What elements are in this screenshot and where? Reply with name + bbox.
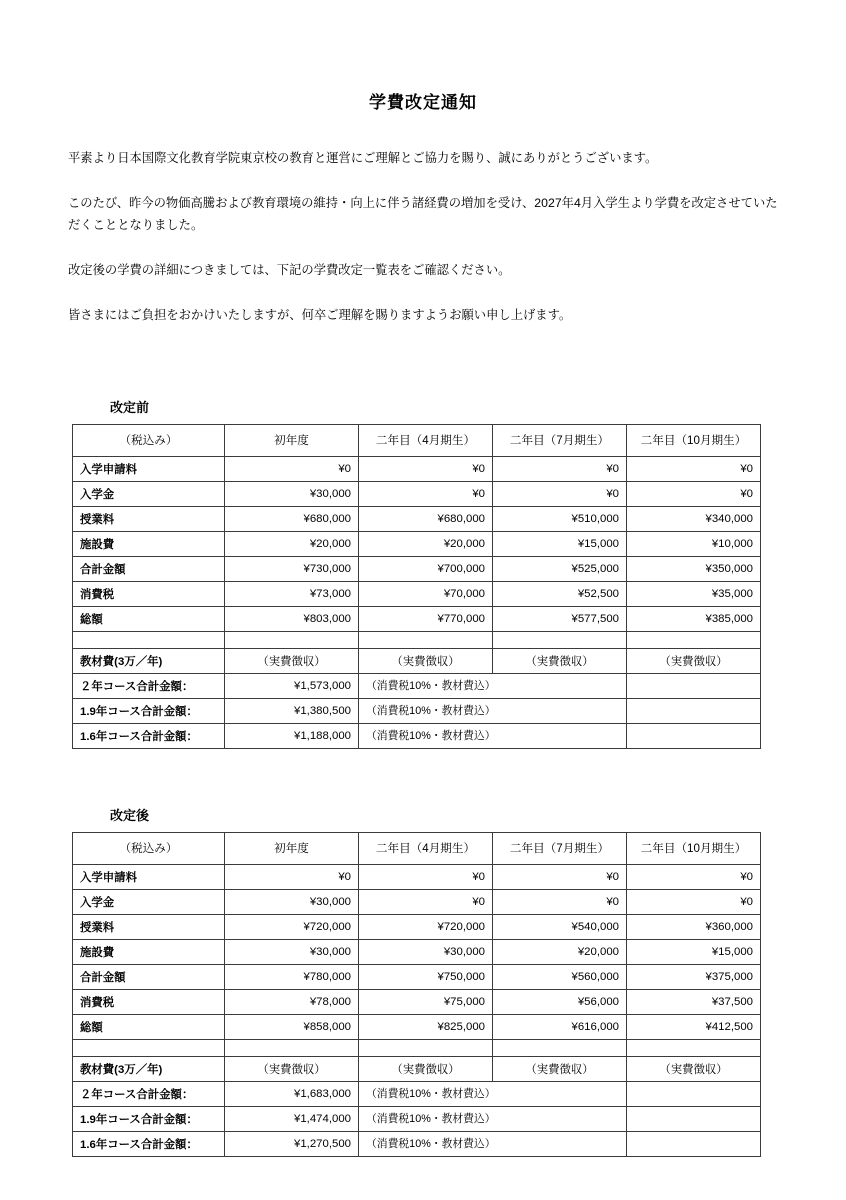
cell-value: ¥30,000: [359, 939, 493, 964]
cell-value: ¥780,000: [225, 964, 359, 989]
cell-empty: [627, 1131, 761, 1156]
cell-empty: [493, 631, 627, 648]
cell-empty: [73, 631, 225, 648]
row-label: 教材費(3万／年): [73, 648, 225, 673]
cell-value: ¥720,000: [359, 914, 493, 939]
table-spacer-row: [73, 631, 761, 648]
cell-value: ¥37,500: [627, 989, 761, 1014]
after-table-wrapper: [68, 832, 778, 1157]
cell-value: ¥680,000: [225, 506, 359, 531]
col-header: 初年度: [225, 832, 359, 864]
row-label: 入学申請料: [73, 456, 225, 481]
cell-value: ¥0: [493, 481, 627, 506]
cell-value: ¥858,000: [225, 1014, 359, 1039]
cell-note: （消費税10%・教材費込）: [359, 673, 627, 698]
table-row: [73, 914, 761, 939]
cell-value: ¥700,000: [359, 556, 493, 581]
intro-paragraph-1: 平素より日本国際文化教育学院東京校の教育と運営にご理解とご協力を賜り、誠にありがとうございます。: [68, 151, 658, 165]
cell-empty: [73, 1039, 225, 1056]
cell-value: ¥73,000: [225, 581, 359, 606]
fee-table-after: [72, 832, 761, 1157]
table-row: [73, 1081, 761, 1106]
table-row: [73, 1131, 761, 1156]
cell-value: ¥0: [225, 864, 359, 889]
row-label: 1.9年コース合計金額：: [73, 1106, 225, 1131]
row-label: 1.9年コース合計金額：: [73, 698, 225, 723]
row-label: 消費税: [73, 581, 225, 606]
cell-value: ¥525,000: [493, 556, 627, 581]
cell-value: ¥20,000: [359, 531, 493, 556]
cell-empty: [627, 698, 761, 723]
table-row: [73, 481, 761, 506]
spacer-between-tables: [68, 749, 778, 805]
cell-value: ¥0: [493, 456, 627, 481]
col-header: 二年目（7月期生）: [493, 832, 627, 864]
page-title: 学費改定通知: [369, 93, 477, 112]
cell-empty: [627, 1106, 761, 1131]
table-row: [73, 506, 761, 531]
cell-value: ¥15,000: [627, 939, 761, 964]
cell-empty: [627, 631, 761, 648]
table-row: [73, 964, 761, 989]
cell-value: ¥385,000: [627, 606, 761, 631]
cell-value: ¥1,270,500: [225, 1131, 359, 1156]
col-header: 二年目（4月期生）: [359, 832, 493, 864]
row-label: 合計金額: [73, 964, 225, 989]
cell-value: （実費徴収）: [627, 1056, 761, 1081]
intro-paragraph-2: このたび、昨今の物価高騰および教育環境の維持・向上に伴う諸経費の増加を受け、2027年4月入学生より学費を改定させていただくこととなりました。: [68, 195, 778, 233]
cell-value: ¥825,000: [359, 1014, 493, 1039]
cell-value: ¥803,000: [225, 606, 359, 631]
cell-value: ¥540,000: [493, 914, 627, 939]
cell-value: ¥0: [627, 889, 761, 914]
col-header: 二年目（10月期生）: [627, 424, 761, 456]
spacer-before-before-table: [68, 347, 778, 397]
table-header-row: [73, 424, 761, 456]
before-table-wrapper: [68, 424, 778, 749]
row-label: 合計金額: [73, 556, 225, 581]
cell-value: （実費徴収）: [493, 1056, 627, 1081]
table-row: [73, 1014, 761, 1039]
cell-value: ¥52,500: [493, 581, 627, 606]
cell-value: （実費徴収）: [359, 1056, 493, 1081]
cell-empty: [627, 1081, 761, 1106]
cell-note: （消費税10%・教材費込）: [359, 723, 627, 748]
cell-value: ¥0: [627, 864, 761, 889]
col-header: （税込み）: [73, 832, 225, 864]
cell-value: ¥15,000: [493, 531, 627, 556]
cell-value: ¥375,000: [627, 964, 761, 989]
cell-value: ¥0: [359, 481, 493, 506]
cell-value: ¥1,380,500: [225, 698, 359, 723]
cell-value: ¥0: [225, 456, 359, 481]
row-label: 施設費: [73, 939, 225, 964]
table-row: [73, 556, 761, 581]
table-header-row: [73, 832, 761, 864]
cell-value: ¥10,000: [627, 531, 761, 556]
cell-value: ¥340,000: [627, 506, 761, 531]
col-header: 二年目（10月期生）: [627, 832, 761, 864]
cell-value: ¥560,000: [493, 964, 627, 989]
cell-value: ¥56,000: [493, 989, 627, 1014]
cell-value: ¥0: [359, 864, 493, 889]
cell-value: ¥350,000: [627, 556, 761, 581]
cell-value: （実費徴収）: [225, 1056, 359, 1081]
cell-value: ¥70,000: [359, 581, 493, 606]
cell-value: （実費徴収）: [359, 648, 493, 673]
cell-value: （実費徴収）: [627, 648, 761, 673]
table-row: [73, 723, 761, 748]
col-header: 二年目（4月期生）: [359, 424, 493, 456]
table-row: [73, 673, 761, 698]
cell-value: ¥770,000: [359, 606, 493, 631]
fee-table-before: [72, 424, 761, 749]
table-row: [73, 1106, 761, 1131]
cell-empty: [359, 631, 493, 648]
cell-value: ¥0: [627, 481, 761, 506]
cell-value: ¥680,000: [359, 506, 493, 531]
after-table-label: 改定後: [110, 807, 150, 823]
row-label: 授業料: [73, 914, 225, 939]
cell-value: ¥30,000: [225, 889, 359, 914]
cell-empty: [627, 673, 761, 698]
cell-value: ¥20,000: [493, 939, 627, 964]
row-label: 総額: [73, 606, 225, 631]
cell-empty: [225, 1039, 359, 1056]
table-spacer-row: [73, 1039, 761, 1056]
cell-empty: [225, 631, 359, 648]
row-label: 入学申請料: [73, 864, 225, 889]
cell-note: （消費税10%・教材費込）: [359, 698, 627, 723]
cell-empty: [627, 1039, 761, 1056]
before-table-label: 改定前: [110, 399, 150, 415]
cell-value: ¥730,000: [225, 556, 359, 581]
cell-value: ¥0: [627, 456, 761, 481]
intro-paragraph-3: 改定後の学費の詳細につきましては、下記の学費改定一覧表をご確認ください。: [68, 263, 511, 278]
row-label: ２年コース合計金額：: [73, 1081, 225, 1106]
cell-value: ¥616,000: [493, 1014, 627, 1039]
row-label: 1.6年コース合計金額：: [73, 1131, 225, 1156]
cell-value: ¥0: [359, 456, 493, 481]
row-label: 入学金: [73, 481, 225, 506]
row-label: 1.6年コース合計金額：: [73, 723, 225, 748]
table-row: [73, 889, 761, 914]
cell-value: ¥20,000: [225, 531, 359, 556]
cell-empty: [493, 1039, 627, 1056]
table-row: [73, 648, 761, 673]
cell-note: （消費税10%・教材費込）: [359, 1106, 627, 1131]
row-label: 消費税: [73, 989, 225, 1014]
cell-value: ¥577,500: [493, 606, 627, 631]
cell-value: ¥75,000: [359, 989, 493, 1014]
row-label: ２年コース合計金額：: [73, 673, 225, 698]
cell-value: ¥360,000: [627, 914, 761, 939]
cell-value: （実費徴収）: [225, 648, 359, 673]
cell-note: （消費税10%・教材費込）: [359, 1131, 627, 1156]
cell-empty: [359, 1039, 493, 1056]
cell-value: ¥720,000: [225, 914, 359, 939]
table-row: [73, 456, 761, 481]
table-row: [73, 531, 761, 556]
table-row: [73, 939, 761, 964]
cell-value: ¥1,573,000: [225, 673, 359, 698]
cell-value: ¥1,683,000: [225, 1081, 359, 1106]
table-row: [73, 989, 761, 1014]
cell-value: ¥1,188,000: [225, 723, 359, 748]
cell-value: ¥0: [359, 889, 493, 914]
cell-value: ¥0: [493, 889, 627, 914]
table-row: [73, 581, 761, 606]
cell-value: ¥750,000: [359, 964, 493, 989]
col-header: 初年度: [225, 424, 359, 456]
row-label: 教材費(3万／年): [73, 1056, 225, 1081]
intro-paragraph-4: 皆さまにはご負担をおかけいたしますが、何卒ご理解を賜りますようお願い申し上げます。: [68, 307, 572, 322]
cell-value: ¥1,474,000: [225, 1106, 359, 1131]
row-label: 総額: [73, 1014, 225, 1039]
table-row: [73, 606, 761, 631]
cell-value: ¥30,000: [225, 939, 359, 964]
table-row: [73, 698, 761, 723]
cell-note: （消費税10%・教材費込）: [359, 1081, 627, 1106]
cell-value: ¥78,000: [225, 989, 359, 1014]
row-label: 施設費: [73, 531, 225, 556]
cell-value: ¥0: [493, 864, 627, 889]
col-header: 二年目（7月期生）: [493, 424, 627, 456]
cell-value: ¥30,000: [225, 481, 359, 506]
cell-value: （実費徴収）: [493, 648, 627, 673]
cell-value: ¥510,000: [493, 506, 627, 531]
cell-empty: [627, 723, 761, 748]
cell-value: ¥412,500: [627, 1014, 761, 1039]
table-row: [73, 864, 761, 889]
table-row: [73, 1056, 761, 1081]
row-label: 授業料: [73, 506, 225, 531]
cell-value: ¥35,000: [627, 581, 761, 606]
col-header: （税込み）: [73, 424, 225, 456]
row-label: 入学金: [73, 889, 225, 914]
